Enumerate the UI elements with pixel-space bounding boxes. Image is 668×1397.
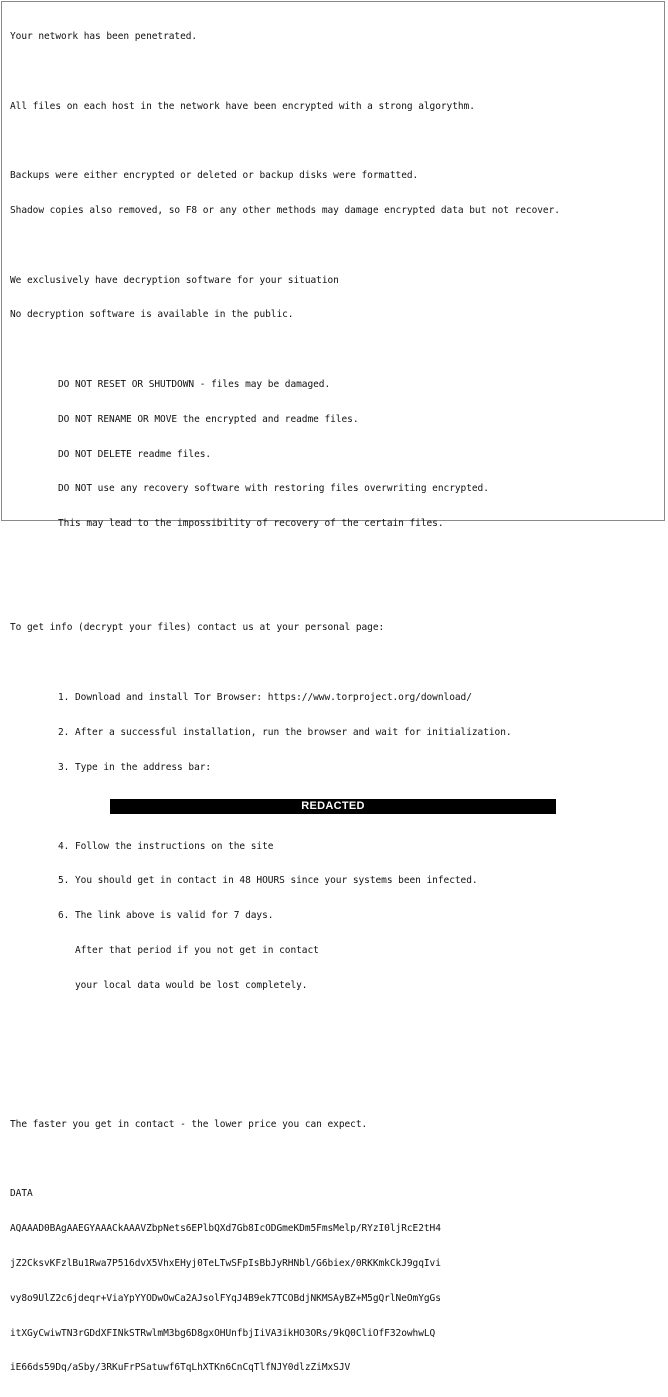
- step-line-8: your local data would be lost completely.: [58, 979, 308, 991]
- data-line-2: jZ2CksvKFzlBu1Rwa7P516dvX5VhxEHyj0TeLTwSFpIsBbJyRHNbl/G6biex/0RKKmkCkJ9gqIvi: [10, 1257, 441, 1269]
- closing-line: The faster you get in contact - the lower price you can expect.: [10, 1118, 368, 1130]
- warning-line-4: DO NOT use any recovery software with restoring files overwriting encrypted.: [58, 483, 489, 495]
- redacted-address-bar: REDACTED: [110, 799, 556, 814]
- data-line-4: itXGyCwiwTN3rGDdXFINkSTRwlmM3bg6D8gxOHUnfbjIiVA3ikHO3ORs/9kQ0CliOfF32owhwLQ: [10, 1327, 436, 1339]
- warning-line-3: DO NOT DELETE readme files.: [58, 448, 212, 460]
- step-line-1: 1. Download and install Tor Browser: https://www.torproject.org/download/: [58, 692, 472, 704]
- intro-line-2: All files on each host in the network have been encrypted with a strong algorythm.: [10, 100, 475, 112]
- step-line-5: 5. You should get in contact in 48 HOURS since your systems been infected.: [58, 875, 478, 887]
- data-line-1: AQAAAD0BAgAAEGYAAACkAAAVZbpNets6EPlbQXd7Gb8IcODGmeKDm5FmsMelp/RYzI0ljRcE2tH4: [10, 1223, 441, 1235]
- ransom-note-text: [10, 8, 658, 1397]
- intro-line-4: Shadow copies also removed, so F8 or any other methods may damage encrypted data but not recover.: [10, 205, 560, 217]
- warning-line-1: DO NOT RESET OR SHUTDOWN - files may be damaged.: [58, 379, 331, 390]
- step-line-2: 2. After a successful installation, run the browser and wait for initialization.: [58, 726, 512, 738]
- step-line-7: After that period if you not get in contact: [58, 944, 319, 956]
- data-label: DATA: [10, 1188, 33, 1200]
- step-line-3: 3. Type in the address bar:: [58, 761, 212, 773]
- contact-heading: To get info (decrypt your files) contact us at your personal page:: [10, 622, 385, 634]
- ransom-note-window: [1, 1, 665, 1374]
- step-line-6: 6. The link above is valid for 7 days.: [58, 910, 274, 922]
- intro-line-6: No decryption software is available in the public.: [10, 309, 294, 321]
- data-line-5: iE66ds59Dq/aSby/3RKuFrPSatuwf6TqLhXTKn6CnCqTlfNJY0dlzZiMxSJV: [10, 1362, 351, 1374]
- warning-line-2: DO NOT RENAME OR MOVE the encrypted and readme files.: [58, 413, 359, 425]
- intro-line-1: Your network has been penetrated.: [10, 31, 198, 43]
- warning-line-5: This may lead to the impossibility of recovery of the certain files.: [58, 518, 444, 530]
- step-line-4: 4. Follow the instructions on the site: [58, 840, 274, 852]
- intro-line-3: Backups were either encrypted or deleted or backup disks were formatted.: [10, 170, 419, 182]
- data-line-3: vy8o9UlZ2c6jdeqr+ViaYpYYODwOwCa2AJsolFYqJ4B9ek7TCOBdjNKMSAyBZ+M5gQrlNeOmYgGs: [10, 1292, 441, 1304]
- intro-line-5: We exclusively have decryption software for your situation: [10, 274, 339, 286]
